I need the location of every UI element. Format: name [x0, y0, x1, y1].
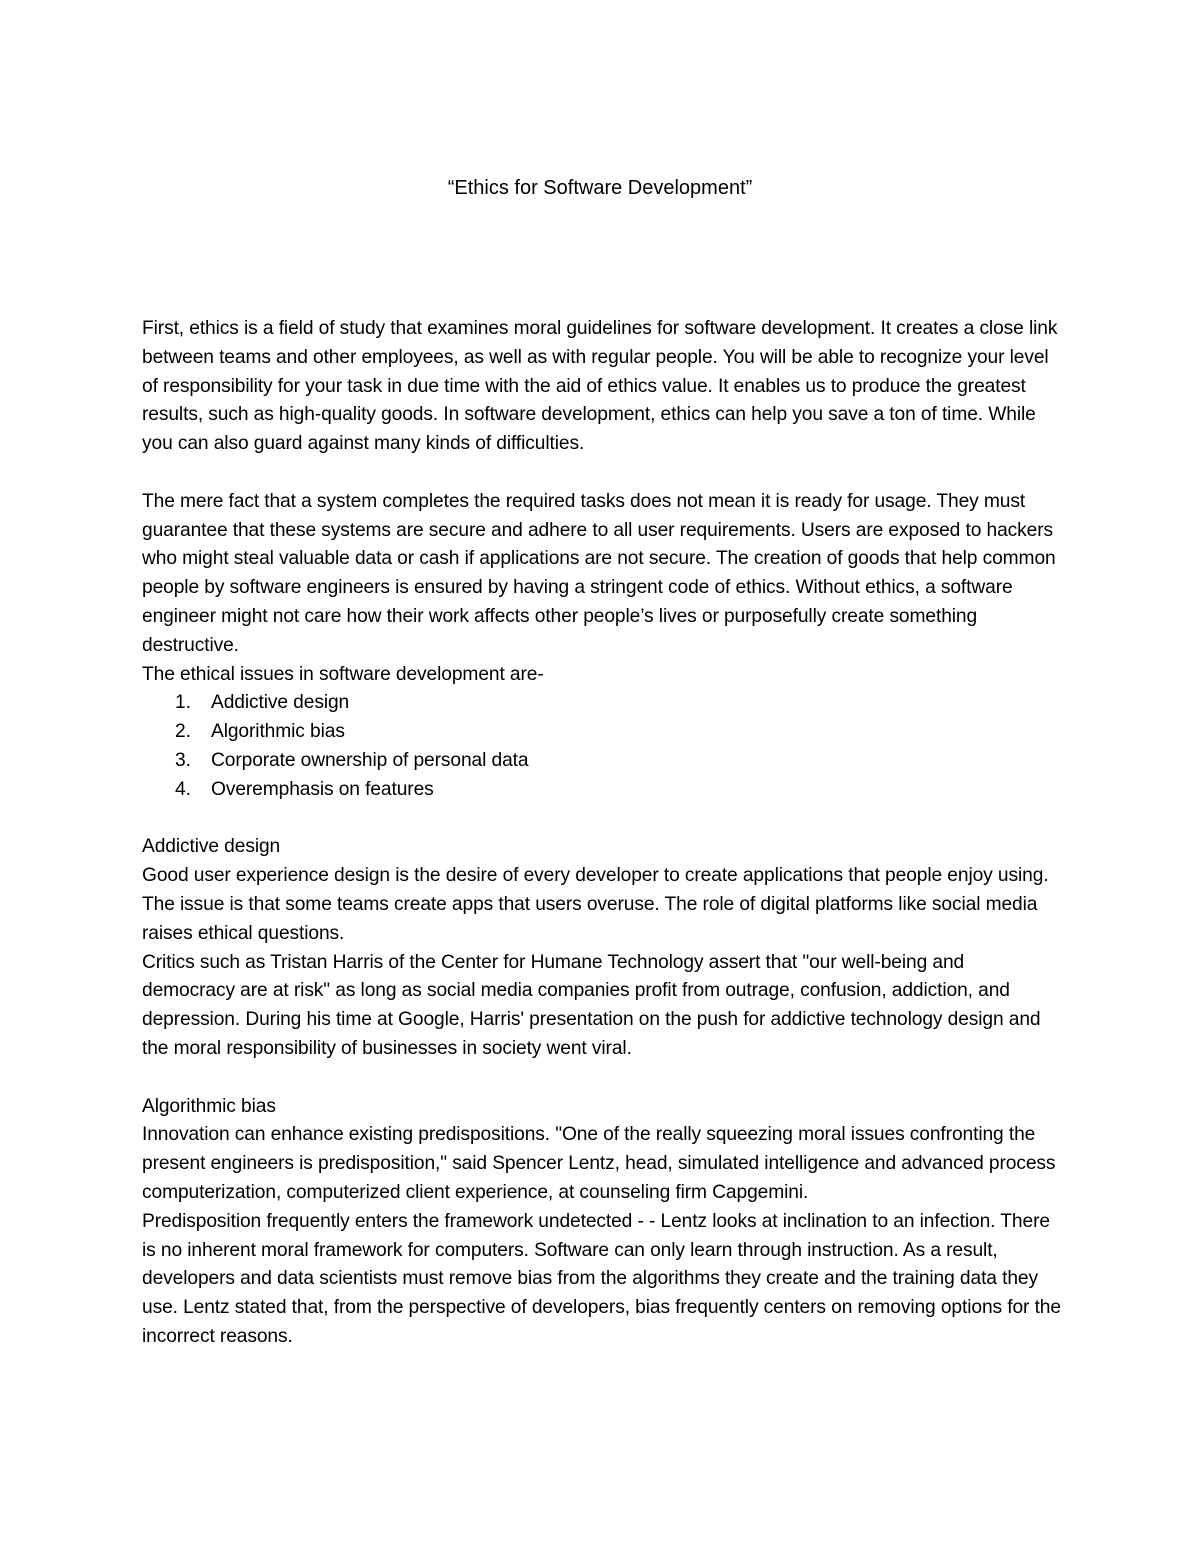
- list-item: [142, 718, 1062, 747]
- intro-paragraph: First, ethics is a field of study that examines moral guidelines for software development. It creates a close link between teams and other employees, as well as with regular people. You will be able to recognize your level of responsibility for your task in due time with the aid of ethics value. It enables us to produce the greatest results, such as high-quality goods. In software development, ethics can help you save a ton of time. While you can also guard against many kinds of difficulties.: [142, 318, 1058, 455]
- issues-intro: The ethical issues in software development are-: [142, 663, 544, 685]
- addictive-design-critics-paragraph: Critics such as Tristan Harris of the Center for Humane Technology assert that "our well-being and democracy are at risk" as long as social media companies profit from outrage, confusion, addiction, and depression. During his time at Google, Harris' presentation on the push for addictive technology design and the moral responsibility of businesses in society went viral.: [142, 951, 1041, 1059]
- list-item-text: Corporate ownership of personal data: [211, 749, 529, 771]
- addictive-design-paragraph: Good user experience design is the desire of every developer to create applications that people enjoy using. The issue is that some teams create apps that users overuse. The role of digital platforms like social media raises ethical questions.: [142, 865, 1049, 944]
- list-item-number: 2.: [175, 721, 191, 743]
- paragraph-spacer: [142, 1064, 1062, 1093]
- list-item-number: 4.: [175, 778, 191, 800]
- paragraph-spacer: [142, 805, 1062, 834]
- list-item-text: Algorithmic bias: [211, 721, 345, 743]
- document-title: “Ethics for Software Development”: [447, 177, 753, 199]
- list-item-text: Addictive design: [211, 692, 350, 714]
- list-item: [142, 776, 1062, 805]
- paragraph-spacer: [142, 459, 1062, 488]
- list-item: [142, 747, 1062, 776]
- algorithmic-bias-paragraph: Innovation can enhance existing predispositions. "One of the really squeezing moral issues confronting the present engineers is predisposition," said Spencer Lentz, head, simulated intelligence and advanced process computerization, computerized client experience, at counseling firm Capgemini.: [142, 1124, 1056, 1203]
- issues-list: [142, 689, 1062, 804]
- list-item-text: Overemphasis on features: [211, 778, 434, 800]
- algorithmic-bias-detail-paragraph: Predisposition frequently enters the framework undetected - - Lentz looks at inclination to an infection. There is no inherent moral framework for computers. Software can only learn through instruction. As a result, developers and data scientists must remove bias from the algorithms they create and the training data they use. Lentz stated that, from the perspective of developers, bias frequently centers on removing options for the incorrect reasons.: [142, 1210, 1061, 1347]
- algorithmic-bias-heading: Algorithmic bias: [142, 1095, 276, 1117]
- addictive-design-heading: Addictive design: [142, 836, 281, 858]
- list-item-number: 3.: [175, 749, 191, 771]
- list-item: [142, 689, 1062, 718]
- list-item-number: 1.: [175, 692, 191, 714]
- document-body: [142, 315, 1062, 1352]
- usage-paragraph: The mere fact that a system completes the required tasks does not mean it is ready for usage. They must guarantee that these systems are secure and adhere to all user requirements. Users are exposed to hackers who might steal valuable data or cash if applications are not secure. The creation of goods that help common people by software engineers is ensured by having a stringent code of ethics. Without ethics, a software engineer might not care how their work affects other people’s lives or purposefully create something destructive.: [142, 490, 1056, 656]
